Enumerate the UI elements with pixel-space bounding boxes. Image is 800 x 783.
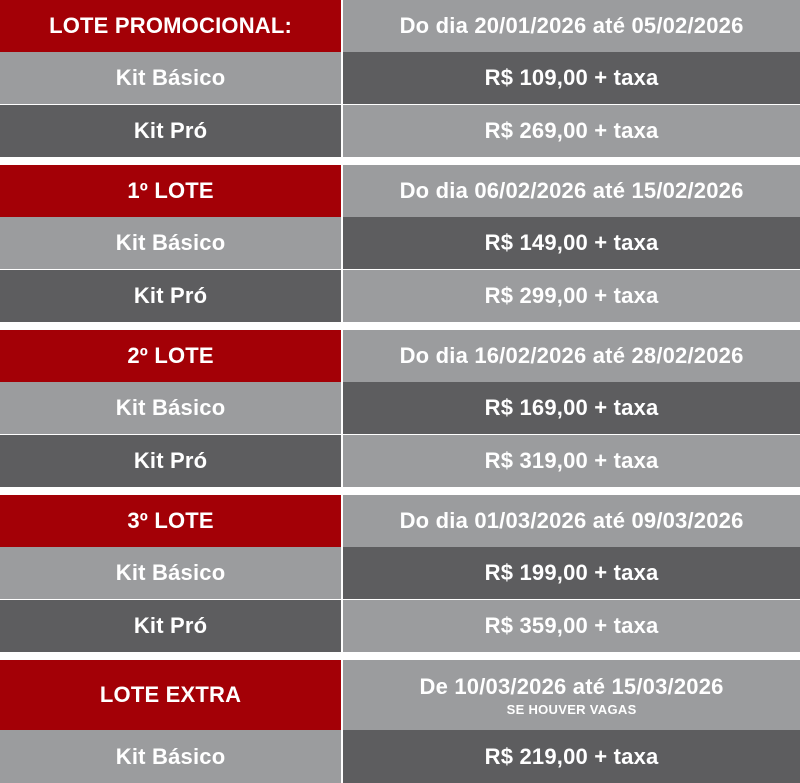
kit-price: R$ 199,00 + taxa [343, 547, 800, 599]
kit-label: Kit Básico [0, 547, 341, 599]
lot-period: Do dia 16/02/2026 até 28/02/2026 [343, 330, 800, 382]
kit-label: Kit Básico [0, 52, 341, 104]
lot-period: Do dia 06/02/2026 até 15/02/2026 [343, 165, 800, 217]
kit-price: R$ 299,00 + taxa [343, 270, 800, 322]
kit-label: Kit Pró [0, 105, 341, 157]
kit-row-basico [0, 730, 800, 783]
kit-price: R$ 169,00 + taxa [343, 382, 800, 434]
kit-label: Kit Básico [0, 382, 341, 434]
lot-name: 3º LOTE [0, 495, 341, 547]
lot-name: 2º LOTE [0, 330, 341, 382]
kit-label: Kit Pró [0, 270, 341, 322]
kit-row-basico [0, 52, 800, 104]
kit-price: R$ 359,00 + taxa [343, 600, 800, 652]
kit-price: R$ 219,00 + taxa [343, 730, 800, 783]
kit-label: Kit Básico [0, 217, 341, 269]
kit-price: R$ 109,00 + taxa [343, 52, 800, 104]
lot-name: LOTE EXTRA [0, 660, 341, 730]
kit-row-pro [0, 105, 800, 157]
lot-period-block [343, 660, 800, 730]
kit-price: R$ 319,00 + taxa [343, 435, 800, 487]
lot-header-extra [0, 660, 800, 730]
kit-row-basico [0, 217, 800, 269]
kit-price: R$ 149,00 + taxa [343, 217, 800, 269]
lot-header-promocional [0, 0, 800, 52]
kit-price: R$ 269,00 + taxa [343, 105, 800, 157]
lot-header-2 [0, 330, 800, 382]
lot-header-1 [0, 165, 800, 217]
lot-header-3 [0, 495, 800, 547]
lot-period: Do dia 01/03/2026 até 09/03/2026 [343, 495, 800, 547]
kit-row-pro [0, 435, 800, 487]
lot-period: Do dia 20/01/2026 até 05/02/2026 [343, 0, 800, 52]
lot-period: De 10/03/2026 até 15/03/2026 [419, 673, 724, 699]
lot-name: 1º LOTE [0, 165, 341, 217]
kit-label: Kit Pró [0, 435, 341, 487]
kit-row-pro [0, 600, 800, 652]
kit-row-basico [0, 547, 800, 599]
kit-row-basico [0, 382, 800, 434]
kit-row-pro [0, 270, 800, 322]
lot-name: LOTE PROMOCIONAL: [0, 0, 341, 52]
kit-label: Kit Pró [0, 600, 341, 652]
kit-label: Kit Básico [0, 730, 341, 783]
lot-note: SE HOUVER VAGAS [506, 701, 637, 717]
